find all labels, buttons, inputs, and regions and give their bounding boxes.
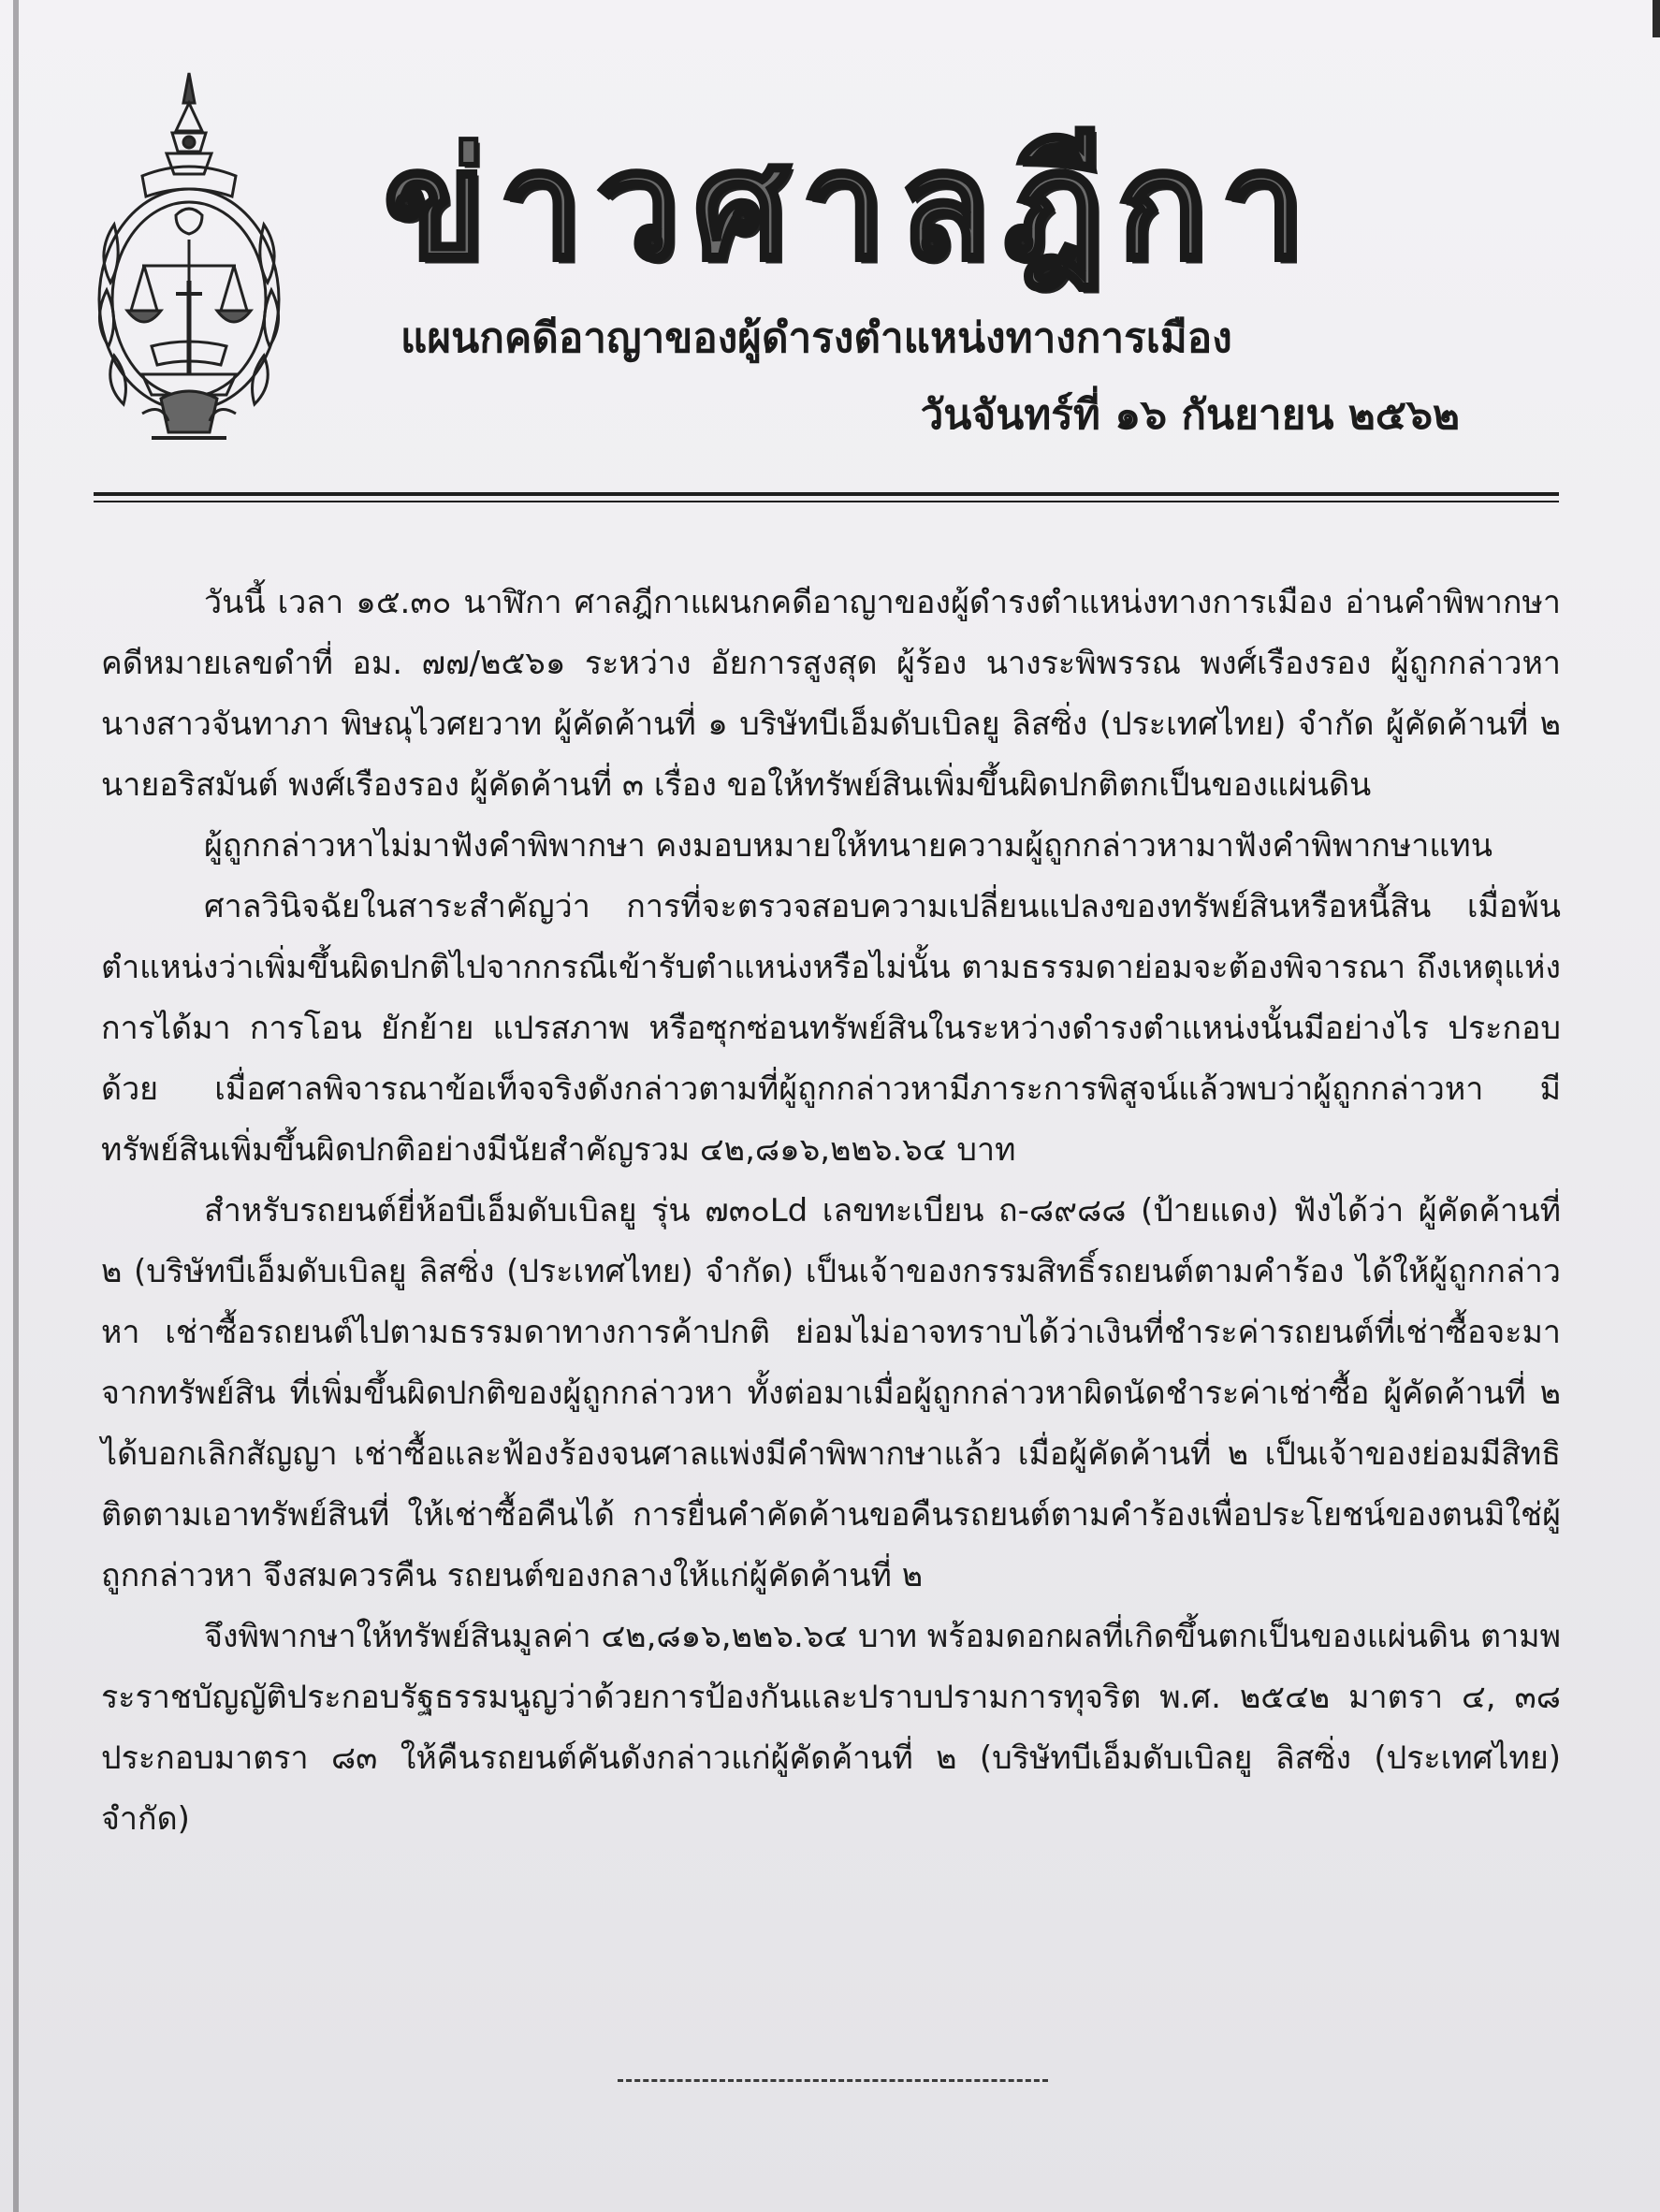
news-body: [101, 573, 1561, 1850]
paragraph-ruling-session: วันนี้ เวลา ๑๕.๓๐ นาฬิกา ศาลฎีกาแผนกคดีอาญาของผู้ดำรงตำแหน่งทางการเมือง อ่านคำพิพากษา คดีหมายเลขดำที่ อม. ๗๗/๒๕๖๑ ระหว่าง อัยการสูงสุด ผู้ร้อง นางระพิพรรณ พงศ์เรืองรอง ผู้ถูกกล่าวหา นางสาวจันทาภา พิษณุไวศยวาท ผู้คัดค้านที่ ๑ บริษัทบีเอ็มดับเบิลยู ลิสซิ่ง (ประเทศไทย) จำกัด ผู้คัดค้านที่ ๒ นายอริสมันต์ พงศ์เรืองรอง ผู้คัดค้านที่ ๓ เรื่อง ขอให้ทรัพย์สินเพิ่มขึ้นผิดปกติตกเป็นของแผ่นดิน: [101, 584, 1561, 804]
masthead-title: ข่าวศาลฎีกา: [384, 118, 1318, 293]
header-divider-thin: [94, 501, 1559, 502]
end-of-document-divider: [618, 2079, 1048, 2082]
paragraph-court-findings: ศาลวินิจฉัยในสาระสำคัญว่า การที่จะตรวจสอบความเปลี่ยนแปลงของทรัพย์สินหรือหนี้สิน เมื่อพ้นตำแหน่งว่าเพิ่มขึ้นผิดปกติไปจากกรณีเข้ารับตำแหน่งหรือไม่นั้น ตามธรรมดาย่อมจะต้องพิจารณา ถึงเหตุแห่งการได้มา การโอน ยักย้าย แปรสภาพ หรือซุกซ่อนทรัพย์สินในระหว่างดำรงตำแหน่งนั้นมีอย่างไร ประกอบด้วย เมื่อศาลพิจารณาข้อเท็จจริงดังกล่าวตามที่ผู้ถูกกล่าวหามีภาระการพิสูจน์แล้วพบว่าผู้ถูกกล่าวหา มีทรัพย์สินเพิ่มขึ้นผิดปกติอย่างมีนัยสำคัญรวม ๔๒,๘๑๖,๒๒๖.๖๔ บาท: [101, 888, 1561, 1169]
publication-date: วันจันทร์ที่ ๑๖ กันยายน ๒๕๖๒: [920, 391, 1460, 439]
paragraph-defendant-absent: ผู้ถูกกล่าวหาไม่มาฟังคำพิพากษา คงมอบหมายให้ทนายความผู้ถูกกล่าวหามาฟังคำพิพากษาแทน: [204, 827, 1493, 865]
page-edge-shadow: [13, 0, 19, 2212]
paragraph-judgment: จึงพิพากษาให้ทรัพย์สินมูลค่า ๔๒,๘๑๖,๒๒๖.๖๔ บาท พร้อมดอกผลที่เกิดขึ้นตกเป็นของแผ่นดิน ตามพระราชบัญญัติประกอบรัฐธรรมนูญว่าด้วยการป้องกันและปราบปรามการทุจริต พ.ศ. ๒๕๔๒ มาตรา ๔, ๓๘ ประกอบมาตรา ๘๓ ให้คืนรถยนต์คันดังกล่าวแก่ผู้คัดค้านที่ ๒ (บริษัทบีเอ็มดับเบิลยู ลิสซิ่ง (ประเทศไทย) จำกัด): [101, 1618, 1561, 1838]
header-divider-thick: [94, 492, 1559, 496]
court-emblem-icon: [86, 65, 292, 458]
paragraph-vehicle-ruling: สำหรับรถยนต์ยี่ห้อบีเอ็มดับเบิลยู รุ่น ๗๓๐Ld เลขทะเบียน ถ-๘๙๘๘ (ป้ายแดง) ฟังได้ว่า ผู้คัดค้านที่ ๒ (บริษัทบีเอ็มดับเบิลยู ลิสซิ่ง (ประเทศไทย) จำกัด) เป็นเจ้าของกรรมสิทธิ์รถยนต์ตามคำร้อง ได้ให้ผู้ถูกกล่าวหา เช่าซื้อรถยนต์ไปตามธรรมดาทางการค้าปกติ ย่อมไม่อาจทราบได้ว่าเงินที่ชำระค่ารถยนต์ที่เช่าซื้อจะมาจากทรัพย์สิน ที่เพิ่มขึ้นผิดปกติของผู้ถูกกล่าวหา ทั้งต่อมาเมื่อผู้ถูกกล่าวหาผิดนัดชำระค่าเช่าซื้อ ผู้คัดค้านที่ ๒ ได้บอกเลิกสัญญา เช่าซื้อและฟ้องร้องจนศาลแพ่งมีคำพิพากษาแล้ว เมื่อผู้คัดค้านที่ ๒ เป็นเจ้าของย่อมมีสิทธิติดตามเอาทรัพย์สินที่ ให้เช่าซื้อคืนได้ การยื่นคำคัดค้านขอคืนรถยนต์ตามคำร้องเพื่อประโยชน์ของตนมิใช่ผู้ถูกกล่าวหา จึงสมควรคืน รถยนต์ของกลางให้แก่ผู้คัดค้านที่ ๒: [101, 1192, 1561, 1594]
department-subtitle: แผนกคดีอาญาของผู้ดำรงตำแหน่งทางการเมือง: [400, 314, 1232, 362]
page-corner: [1653, 0, 1660, 37]
